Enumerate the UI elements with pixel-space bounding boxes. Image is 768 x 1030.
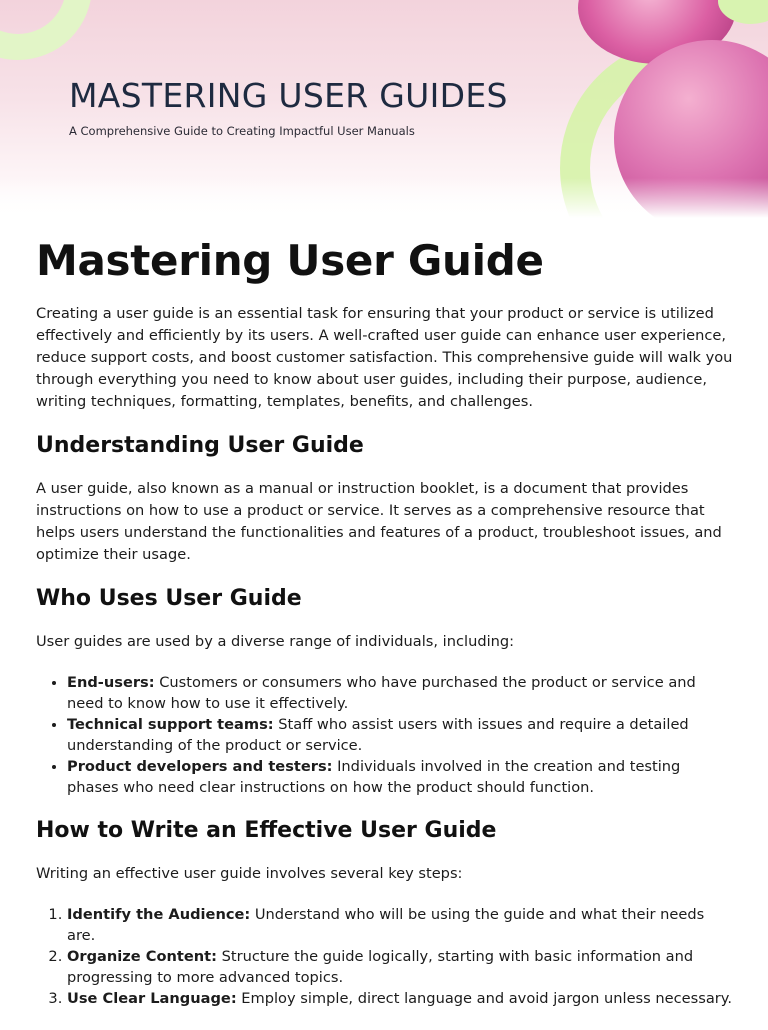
list-item-text: Staff who assist users with issues and require a detailed understanding of the product or service.	[67, 716, 689, 754]
list-item-term: Organize Content:	[67, 948, 217, 965]
list-item	[67, 947, 736, 988]
section-body-how-to-write: Writing an effective user guide involves several key steps:	[36, 865, 463, 882]
list-item	[67, 905, 736, 946]
list-item-text: Individuals involved in the creation and testing phases who need clear instructions on how the product should function.	[67, 758, 681, 796]
section-heading-understanding: Understanding User Guide	[36, 433, 364, 458]
list-item-term: Technical support teams:	[67, 716, 274, 733]
section-heading-how-to-write: How to Write an Effective User Guide	[36, 818, 497, 843]
list-item-term: Product developers and testers:	[67, 758, 333, 775]
banner-title: MASTERING USER GUIDES	[69, 76, 508, 115]
list-item-text: Customers or consumers who have purchased the product or service and need to know how to use it effectively.	[67, 674, 696, 712]
intro-paragraph: Creating a user guide is an essential task for ensuring that your product or service is utilized effectively and efficiently by its users. A well-crafted user guide can enhance user experience, reduce support costs, and boost customer satisfaction. This comprehensive guide will walk you through everything you need to know about user guides, including their purpose, audience, writing techniques, formatting, templates, benefits, and challenges.	[36, 305, 733, 410]
list-item	[67, 715, 736, 756]
section-heading-who-uses: Who Uses User Guide	[36, 586, 302, 611]
list-item-term: End-users:	[67, 674, 155, 691]
header-banner	[0, 0, 768, 218]
list-item-text: Structure the guide logically, starting with basic information and progressing to more advanced topics.	[67, 948, 694, 986]
list-item	[67, 989, 736, 1010]
page-title: Mastering User Guide	[36, 236, 544, 285]
list-item	[67, 673, 736, 714]
audience-list	[36, 673, 736, 798]
section-body-understanding: A user guide, also known as a manual or instruction booklet, is a document that provides instructions on how to use a product or service. It serves as a comprehensive resource that helps users understand the functionalities and features of a product, troubleshoot issues, and optimize their usage.	[36, 480, 722, 563]
section-body-who-uses: User guides are used by a diverse range of individuals, including:	[36, 633, 515, 650]
list-item-text: Employ simple, direct language and avoid jargon unless necessary.	[236, 990, 732, 1007]
list-item-term: Use Clear Language:	[67, 990, 237, 1007]
steps-list	[36, 905, 736, 1010]
list-item-term: Identify the Audience:	[67, 906, 251, 923]
list-item	[67, 757, 736, 798]
article-body	[36, 236, 736, 1030]
decorative-ring-top-left	[0, 0, 92, 60]
list-item-text: Understand who will be using the guide and what their needs are.	[67, 906, 705, 944]
banner-subtitle: A Comprehensive Guide to Creating Impactful User Manuals	[69, 124, 415, 138]
